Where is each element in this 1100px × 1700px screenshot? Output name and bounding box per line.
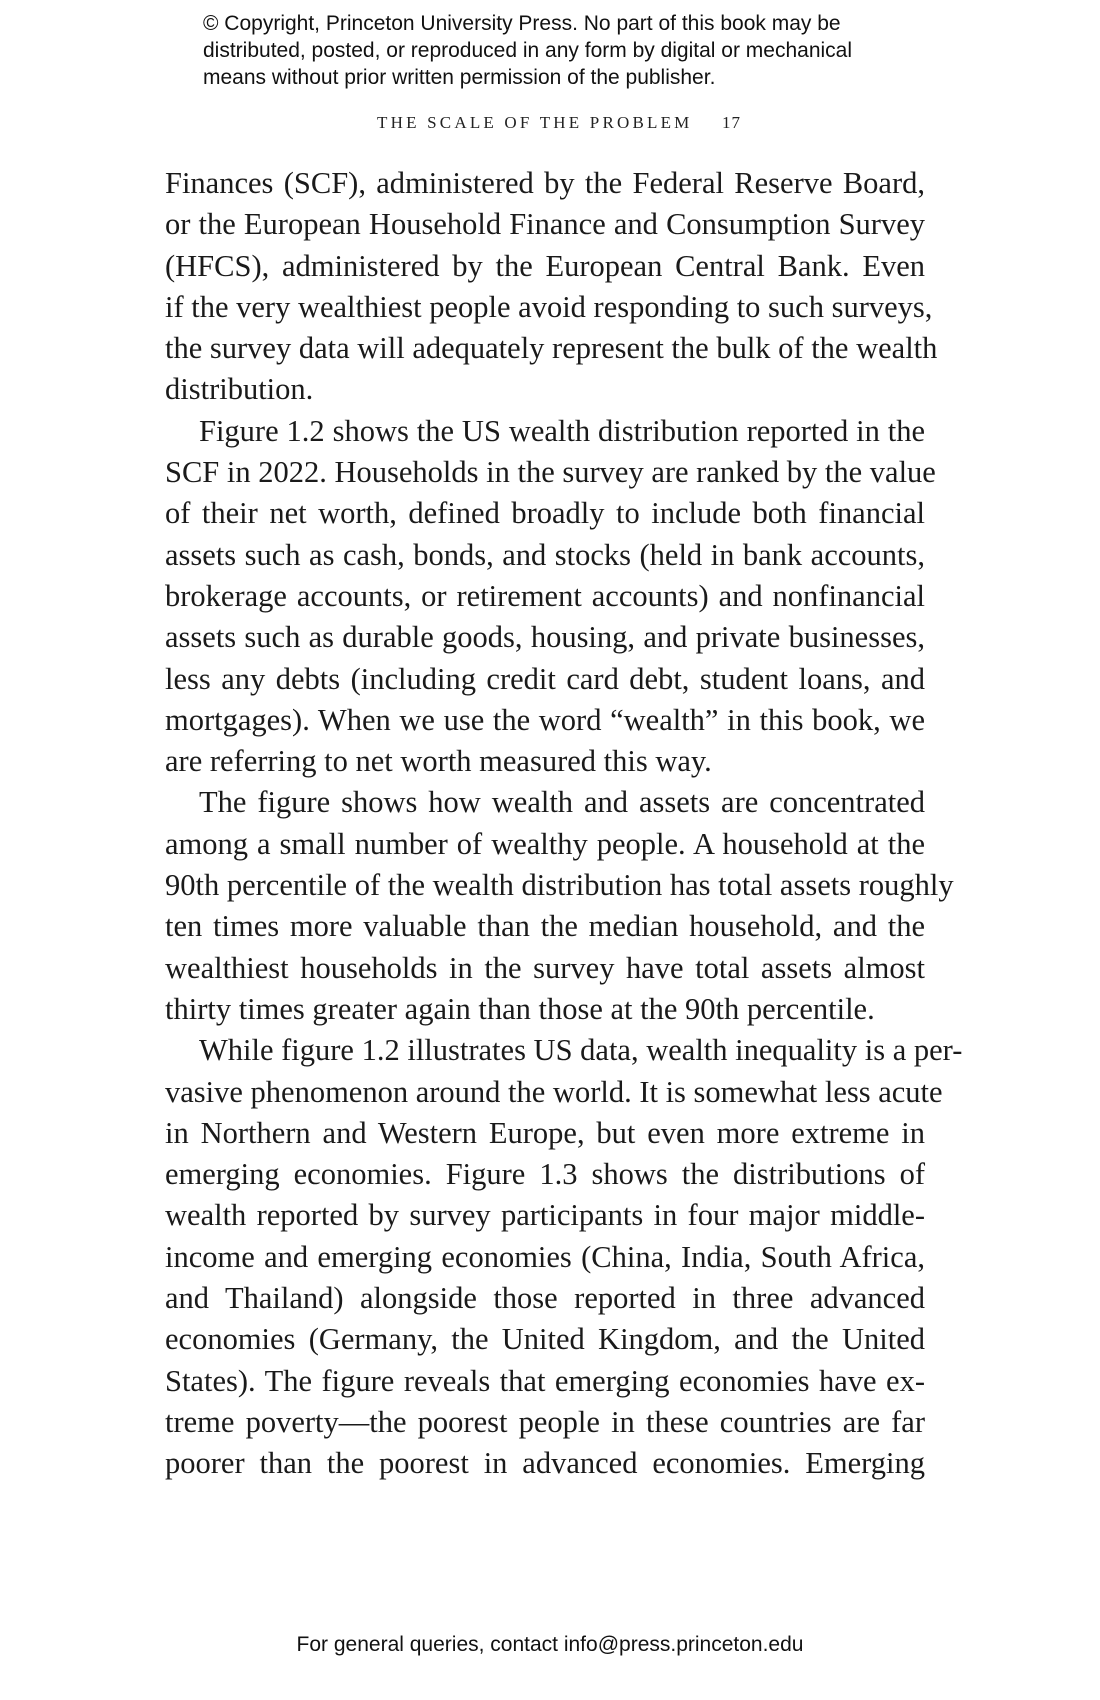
body-line: the survey data will adequately represent the bulk of the wealth bbox=[165, 331, 938, 366]
footer-contact: For general queries, contact info@press.princeton.edu bbox=[296, 1633, 804, 1656]
body-text bbox=[165, 163, 963, 1485]
copyright-line: means without prior written permission of the publisher. bbox=[203, 66, 716, 89]
body-line: States). The figure reveals that emerging economies have ex- bbox=[165, 1363, 925, 1398]
running-head bbox=[0, 113, 1100, 133]
copyright-line: © Copyright, Princeton University Press. No part of this book may be bbox=[203, 12, 841, 35]
body-line: if the very wealthiest people avoid responding to such surveys, bbox=[165, 289, 933, 324]
body-line: (HFCS), administered by the European Central Bank. Even bbox=[165, 248, 925, 283]
body-line: ten times more valuable than the median household, and the bbox=[165, 909, 925, 944]
body-line: distribution. bbox=[165, 372, 314, 407]
copyright-notice bbox=[203, 10, 903, 91]
body-line: treme poverty—the poorest people in these countries are far bbox=[165, 1404, 925, 1439]
body-line: While figure 1.2 illustrates US data, wealth inequality is a per- bbox=[199, 1033, 963, 1068]
body-line: poorer than the poorest in advanced economies. Emerging bbox=[165, 1446, 925, 1481]
body-line: income and emerging economies (China, India, South Africa, bbox=[165, 1239, 925, 1274]
copyright-line: distributed, posted, or reproduced in any form by digital or mechanical bbox=[203, 39, 853, 62]
body-line: brokerage accounts, or retirement accounts) and nonfinancial bbox=[165, 578, 925, 613]
body-line: less any debts (including credit card debt, student loans, and bbox=[165, 661, 925, 696]
body-line: Finances (SCF), administered by the Federal Reserve Board, bbox=[165, 166, 925, 200]
body-line: SCF in 2022. Households in the survey are ranked by the value bbox=[165, 455, 936, 490]
body-line: and Thailand) alongside those reported in three advanced bbox=[165, 1281, 925, 1316]
body-line: assets such as durable goods, housing, and private businesses, bbox=[165, 620, 925, 655]
body-line: or the European Household Finance and Consumption Survey bbox=[165, 207, 925, 242]
running-head-title: THE SCALE OF THE PROBLEM bbox=[377, 113, 693, 132]
body-line: The figure shows how wealth and assets are concentrated bbox=[199, 785, 925, 820]
body-line: Figure 1.2 shows the US wealth distribution reported in the bbox=[199, 413, 925, 448]
body-line: vasive phenomenon around the world. It is somewhat less acute bbox=[165, 1074, 943, 1109]
body-line: in Northern and Western Europe, but even more extreme in bbox=[165, 1115, 925, 1150]
body-line: among a small number of wealthy people. A household at the bbox=[165, 826, 925, 861]
body-line: wealth reported by survey participants in four major middle- bbox=[165, 1198, 925, 1233]
body-line: are referring to net worth measured this way. bbox=[165, 744, 712, 779]
body-line: wealthiest households in the survey have total assets almost bbox=[165, 950, 925, 985]
body-line: emerging economies. Figure 1.3 shows the distributions of bbox=[165, 1157, 925, 1192]
body-line: economies (Germany, the United Kingdom, and the United bbox=[165, 1322, 925, 1357]
body-line: mortgages). When we use the word “wealth” in this book, we bbox=[165, 702, 925, 737]
page-number: 17 bbox=[721, 113, 741, 132]
body-line: thirty times greater again than those at the 90th percentile. bbox=[165, 991, 875, 1026]
body-line: 90th percentile of the wealth distribution has total assets roughly bbox=[165, 868, 954, 903]
body-line: of their net worth, defined broadly to include both financial bbox=[165, 496, 925, 531]
body-line: assets such as cash, bonds, and stocks (held in bank accounts, bbox=[165, 537, 925, 572]
